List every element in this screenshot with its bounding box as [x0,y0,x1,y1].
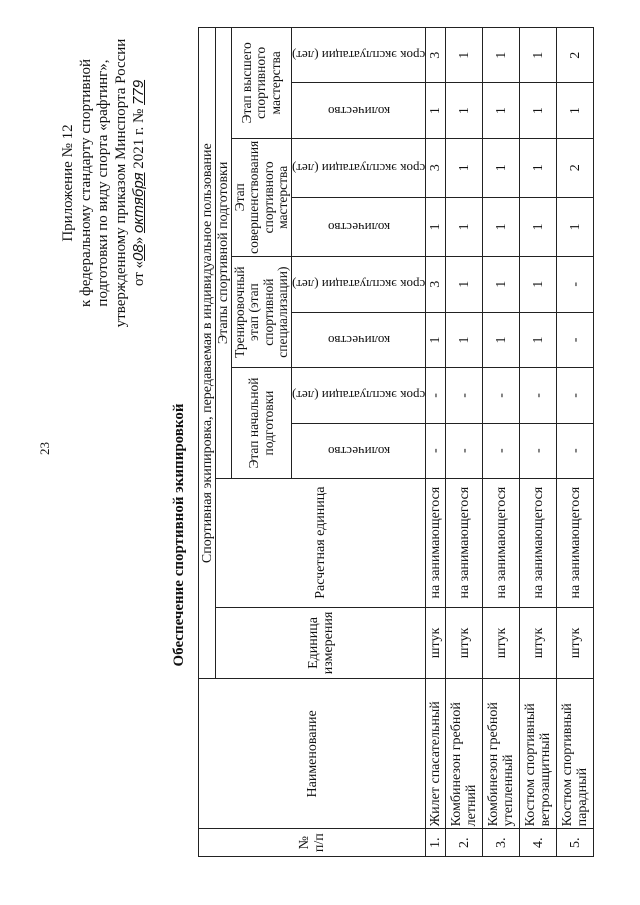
row-name: Жилет спасательный [426,679,446,829]
row-value: - [557,256,594,312]
row-num: 2. [446,829,483,857]
row-value: - [557,312,594,368]
order-year: 2021 г. № [131,108,147,169]
row-value: 1 [446,138,483,197]
row-value: 1 [483,197,520,256]
row-calc: на занимающегося [446,478,483,607]
order-number: 779 [130,79,147,105]
header-qty-cell [292,197,426,256]
header-term-cell [292,256,426,312]
row-value: - [483,423,520,478]
appendix-header [60,13,149,353]
row-value: - [446,423,483,478]
row-value: - [426,423,446,478]
header-stage-2: Тренировочный этап (этап спортивной специализации) [232,256,292,367]
order-day: 08 [130,244,147,261]
row-value: 1 [483,256,520,312]
header-num: № п/п [199,829,426,857]
table-row [557,28,594,857]
header-term-cell [292,368,426,423]
row-value: 2 [557,138,594,197]
table-row [426,28,446,857]
order-month: октября [130,172,147,234]
row-value: - [557,368,594,423]
row-value: 1 [446,197,483,256]
row-unit: штук [446,607,483,679]
row-value: 1 [446,256,483,312]
row-value: 3 [426,256,446,312]
row-value: 1 [483,138,520,197]
header-qty-cell [292,423,426,478]
row-value: - [520,368,557,423]
header-row-1 [199,28,216,857]
row-unit: штук [557,607,594,679]
row-value: 1 [520,312,557,368]
appendix-line-4: утвержденному приказом Минспорта России [112,38,129,328]
row-calc: на занимающегося [426,478,446,607]
row-num: 1. [426,829,446,857]
header-term-cell [292,138,426,197]
header-group: Спортивная экипировка, передаваемая в индивидуальное пользование [199,28,216,679]
header-term-3: срок эксплуатации (лет) [292,160,426,176]
header-term-4: срок эксплуатации (лет) [292,48,426,64]
table-row [446,28,483,857]
header-qty-cell [292,312,426,368]
appendix-line-2: к федеральному стандарту спортивной [77,58,94,308]
row-value: 1 [426,312,446,368]
header-stage-3: Этап совершенствования спортивного мастерства [232,138,292,256]
row-value: - [446,368,483,423]
order-mid: » [131,236,147,245]
table-row [520,28,557,857]
row-value: 1 [446,83,483,138]
row-value: 3 [426,28,446,83]
row-calc: на занимающегося [557,478,594,607]
row-value: 1 [483,83,520,138]
header-unit: Единица измерения [216,607,426,679]
row-value: 1 [483,312,520,368]
row-value: - [426,368,446,423]
header-stages: Этапы спортивной подготовки [216,28,232,479]
equipment-table [198,27,594,857]
row-name: Комбинезон гребной летний [446,679,483,829]
row-value: 3 [426,138,446,197]
header-term-1: срок эксплуатации (лет) [292,388,426,404]
row-value: - [557,423,594,478]
row-value: 1 [520,83,557,138]
row-unit: штук [483,607,520,679]
row-value: 1 [426,197,446,256]
row-name: Костюм спортивный ветрозащитный [520,679,557,829]
header-term-2: срок эксплуатации (лет) [292,277,426,293]
header-name: Наименование [199,679,426,829]
header-calc: Расчетная единица [216,478,426,607]
order-prefix: от « [131,260,147,287]
row-num: 5. [557,829,594,857]
row-value: 1 [520,28,557,83]
order-line [130,13,149,353]
row-num: 4. [520,829,557,857]
row-value: 1 [426,83,446,138]
row-value: 1 [483,28,520,83]
row-value: 1 [520,256,557,312]
row-value: - [483,368,520,423]
header-qty-cell [292,83,426,138]
row-calc: на занимающегося [483,478,520,607]
row-value: 1 [446,28,483,83]
row-value: 1 [520,138,557,197]
header-stage-1: Этап начальной подготовки [232,368,292,478]
appendix-line-1: Приложение № 12 [60,124,76,242]
appendix-line-3: подготовки по виду спорта «рафтинг», [95,59,111,307]
table-row [483,28,520,857]
header-qty-1: количество [327,443,390,459]
header-qty-2: количество [327,332,390,348]
row-calc: на занимающегося [520,478,557,607]
document-title: Обеспечение спортивной экипировкой [171,403,187,667]
header-qty-4: количество [327,103,390,119]
row-name: Комбинезон гребной утепленный [483,679,520,829]
row-value: 2 [557,28,594,83]
row-name: Костюм спортивный парадный [557,679,594,829]
row-value: 1 [557,197,594,256]
row-value: - [520,423,557,478]
row-unit: штук [520,607,557,679]
row-value: 1 [557,83,594,138]
row-num: 3. [483,829,520,857]
page-number: 23 [37,442,52,455]
row-value: 1 [446,312,483,368]
row-unit: штук [426,607,446,679]
header-stage-4: Этап высшего спортивного мастерства [232,28,292,139]
row-value: 1 [520,197,557,256]
header-term-cell [292,28,426,83]
header-qty-3: количество [327,219,390,235]
